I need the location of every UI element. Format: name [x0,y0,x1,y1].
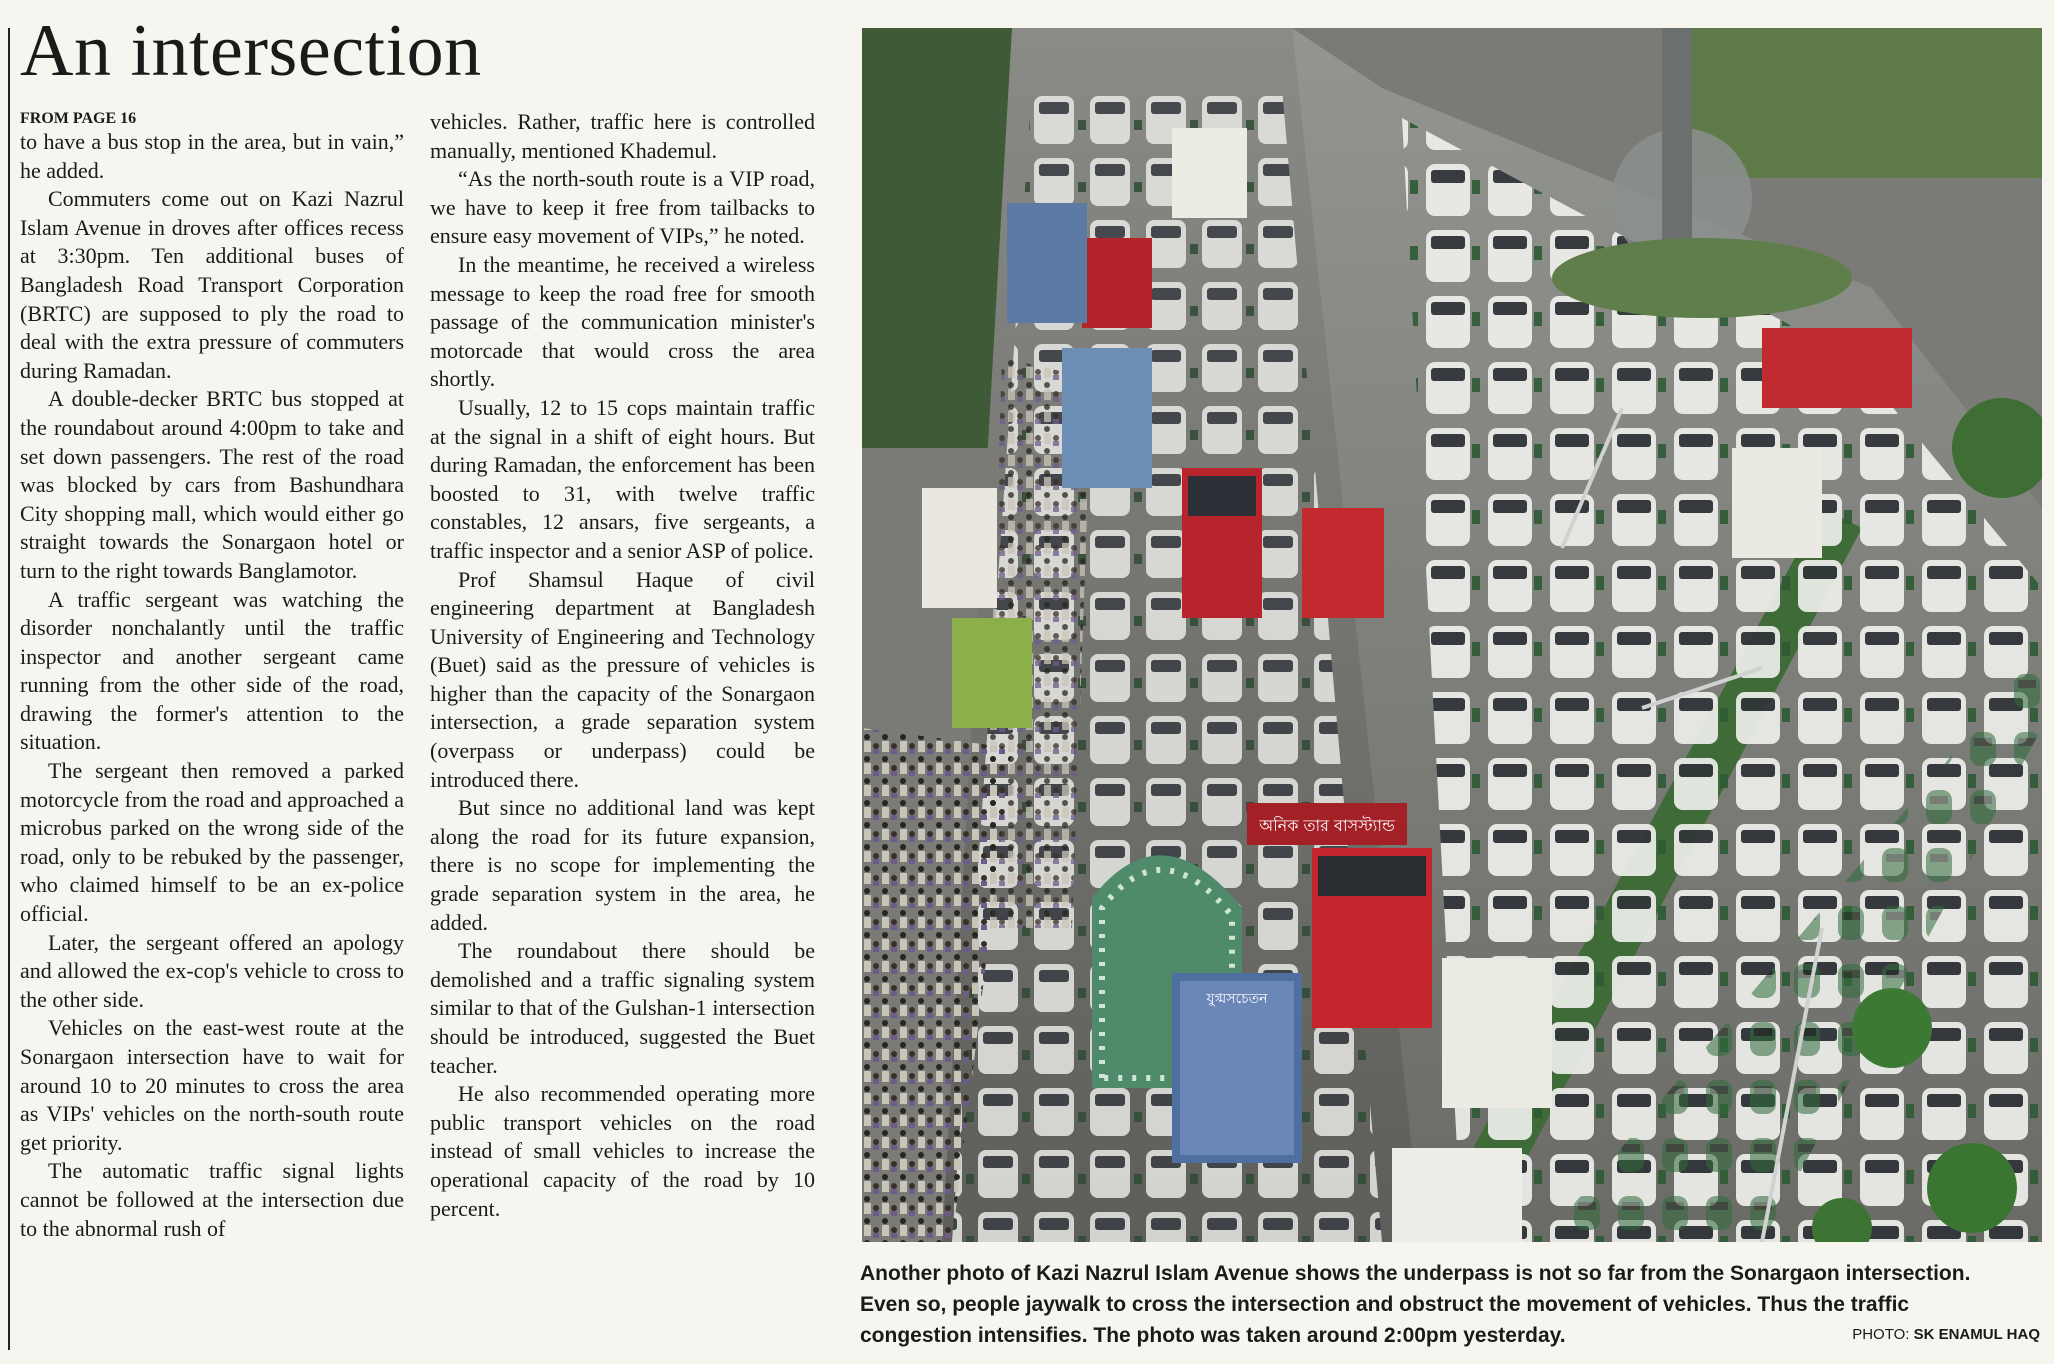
article-column-2 [430,108,815,1223]
paragraph: Vehicles on the east-west route at the Sonargaon intersection have to wait for around 10 to 20 minutes to cross the area as VIPs' vehicles on the north-south route get priority. [20,1015,404,1155]
white-bus-4 [1392,1148,1522,1242]
photo-credit [1852,1326,2040,1343]
paragraph: He also recommended operating more public transport vehicles on the road instead of small vehicles to increase the operational capacity of the road by 10 percent. [430,1081,815,1221]
bus-windshield [1188,476,1256,516]
bus-windshield [1318,856,1426,896]
roundabout-island [1552,238,1852,318]
paragraph: The roundabout there should be demolished and a traffic signaling system similar to that of the Gulshan-1 intersection should be introduced, suggested the Buet teacher. [430,938,815,1078]
red-bus-2 [1302,508,1384,618]
bus-banner-text: অনিক তার বাসস্ট্যান্ড [1259,816,1395,835]
tree [1927,1143,2017,1233]
white-bus-5 [1732,448,1822,558]
billboard-2 [1007,203,1087,323]
billboard-text: যুগ্মসচেতন [1206,991,1268,1007]
traffic-photo-illustration [862,28,2042,1242]
paragraph: “As the north-south route is a VIP road, we have to keep it free from tailbacks to ensure easy movement of VIPs,” he noted. [430,166,815,249]
continuation-kicker: FROM PAGE 16 [20,110,137,127]
photographer-name: SK ENAMUL HAQ [1913,1326,2040,1343]
article-column-1 [20,128,404,1243]
billboard-3 [1062,348,1152,488]
headline: An intersection [20,10,482,92]
white-bus-1 [922,488,997,608]
paragraph: Prof Shamsul Haque of civil engineering department at Bangladesh University of Engineering and Technology (Buet) said as the pressure of vehicles is higher than the capacity of the Sonargaon intersection, a grade separation system (overpass or underpass) could be introduced there. [430,566,815,792]
paragraph: But since no additional land was kept along the road for its future expansion, there is no scope for implementing the grade separation system in the area, he added. [430,795,815,935]
paragraph: Commuters come out on Kazi Nazrul Islam Avenue in droves after offices recess at 3:30pm. Ten additional buses of Bangladesh Road Transport Corporation (BRTC) are supposed to ply the road to deal with the extra pressure of commuters during Ramadan. [20,186,404,383]
billboard-face [1180,981,1294,1155]
paragraph: In the meantime, he received a wireless message to keep the road free for smooth passage of the communication minister's motorcade that would cross the area shortly. [430,251,815,392]
sculpture-pillar [1662,28,1692,268]
paragraph: A double-decker BRTC bus stopped at the roundabout around 4:00pm to take and set down passengers. The rest of the road was blocked by cars from Bashundhara City shopping mall, which would either go straight towards the Sonargaon hotel or turn to the right towards Banglamotor. [20,386,404,583]
green-bus [952,618,1032,728]
red-bus-3 [1762,328,1912,408]
photo-caption: Another photo of Kazi Nazrul Islam Avenue shows the underpass is not so far from the Sonargaon intersection. Even so, people jaywalk to cross the intersection and obstruct the movement of vehicles. Thus the traffic congestion intensifies. The photo was taken around 2:00pm yesterday. [860,1262,1971,1347]
paragraph: A traffic sergeant was watching the disorder nonchalantly until the traffic inspector and another sergeant came running from the other side of the road, drawing the former's attention to the situation. [20,586,404,755]
paragraph: The sergeant then removed a parked motorcycle from the road and approached a microbus parked on the wrong side of the road, only to be rebuked by the passenger, who claimed himself to be an ex-police official. [20,758,404,927]
paragraph: The automatic traffic signal lights cannot be followed at the intersection due to the abnormal rush of [20,1158,404,1241]
photo-credit-label: PHOTO: [1852,1326,1910,1343]
tree [1852,988,1932,1068]
paragraph: Usually, 12 to 15 cops maintain traffic at the signal in a shift of eight hours. But during Ramadan, the enforcement has been boosted to 31, with twelve traffic constables, 12 ansars, five sergeants, a traffic inspector and a senior ASP of police. [430,394,815,563]
red-bus-4 [1082,238,1152,328]
column-rule [8,28,10,1350]
traffic-photo [862,28,2042,1242]
white-bus-2 [1172,128,1247,218]
white-bus-3 [1442,958,1552,1108]
paragraph: Later, the sergeant offered an apology and allowed the ex-cop's vehicle to cross to the other side. [20,929,404,1012]
paragraph: vehicles. Rather, traffic here is controlled manually, mentioned Khademul. [430,109,815,163]
paragraph: to have a bus stop in the area, but in vain,” he added. [20,129,404,183]
